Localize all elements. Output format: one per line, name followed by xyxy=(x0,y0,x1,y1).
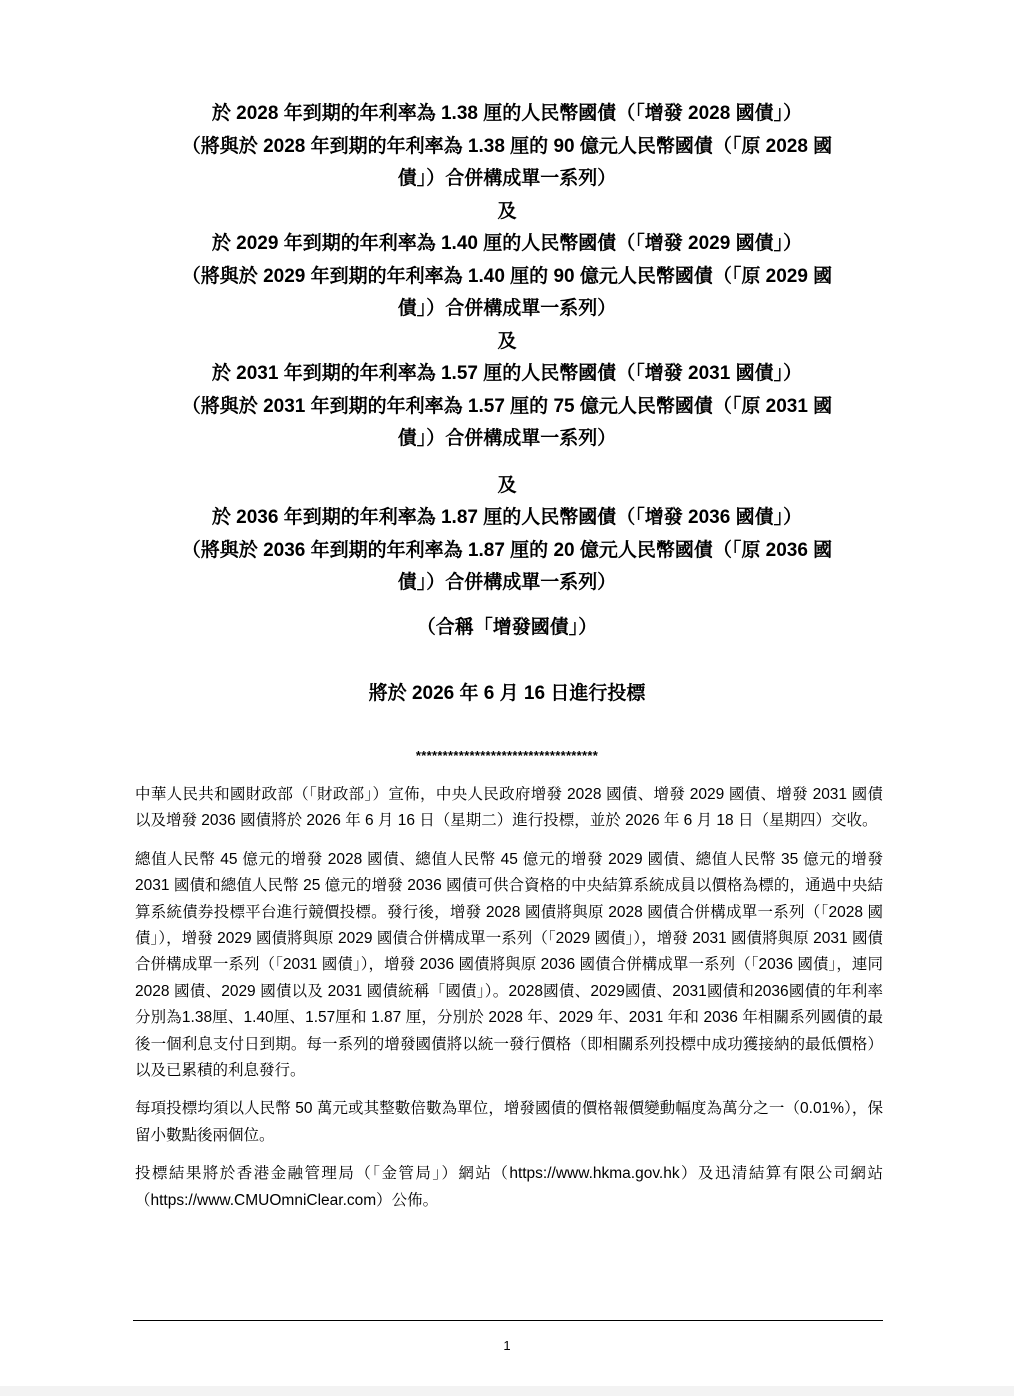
heading-2029 xyxy=(130,228,884,326)
heading-line: 於 2029 年到期的年利率為 1.40 厘的人民幣國債（「增發 2029 國債」） xyxy=(211,233,803,254)
page-bottom-edge xyxy=(0,1386,1014,1396)
footer-divider xyxy=(133,1320,883,1321)
heading-line: （將與於 2029 年到期的年利率為 1.40 厘的 90 億元人民幣國債（「原 2029 國 xyxy=(181,265,833,287)
tender-title: 將於 2026 年 6 月 16 日進行投標 xyxy=(368,683,646,704)
heading-2031 xyxy=(130,358,884,456)
heading-line: （將與於 2028 年到期的年利率為 1.38 厘的 90 億元人民幣國債（「原 2028 國 xyxy=(181,135,833,157)
heading-line: 債」）合併構成單一系列） xyxy=(397,168,617,189)
paragraph: 總值人民幣 45 億元的增發 2028 國債、總值人民幣 45 億元的增發 2029 國債、總值人民幣 35 億元的增發 2031 國債和總值人民幣 25 億元的增發 2036 國債可供合資格的中央結算系統成員以價格為標的，通過中央結算系統債券投標平台進行競價投標。發行後，增發 2028 國債將與原 2028 國債合併構成單一系列（「2028 國債」），增發 2029 國債將與原 2029 國債合併構成單一系列（「2029 國債」），增發 2031 國債將與原 2031 國債合併構成單一系列（「2031 國債」），增發 2036 國債將與原 2036 國債合併構成單一系列（「2036 國債」，連同 2028 國債、2029 國債以及 2031 國債統稱「國債」）。2028國債、2029國債、2031國債和2036國債的年利率分別為1.38厘、1.40厘、1.57厘和 1.87 厘，分別於 2028 年、2029 年、2031 年和 2036 年相關系列國債的最後一個利息支付日到期。每一系列的增發國債將以統一發行價格（即相關系列投標中成功獲接納的最低價格）以及已累積的利息發行。 xyxy=(135,850,883,1080)
combined-title: （合稱「增發國債」） xyxy=(416,616,598,638)
conjunction: 及 xyxy=(497,200,517,222)
heading-2028 xyxy=(130,98,884,196)
heading-line: 債」）合併構成單一系列） xyxy=(397,572,617,593)
heading-line: （將與於 2036 年到期的年利率為 1.87 厘的 20 億元人民幣國債（「原 2036 國 xyxy=(181,539,833,561)
conjunction: 及 xyxy=(497,474,517,496)
separator: ********************************** xyxy=(415,748,599,763)
heading-line: 於 2036 年到期的年利率為 1.87 厘的人民幣國債（「增發 2036 國債」） xyxy=(211,507,803,528)
heading-line: 債」）合併構成單一系列） xyxy=(397,298,617,319)
bond-headings xyxy=(130,98,884,663)
paragraph: 中華人民共和國財政部（「財政部」）宣佈，中央人民政府增發 2028 國債、增發 2029 國債、增發 2031 國債以及增發 2036 國債將於 2026 年 6 月 16 日（星期二）進行投標，並於 2026 年 6 月 18 日（星期四）交收。 xyxy=(135,786,883,830)
heading-line: 於 2028 年到期的年利率為 1.38 厘的人民幣國債（「增發 2028 國債」） xyxy=(211,103,803,124)
paragraph: 每項投標均須以人民幣 50 萬元或其整數倍數為單位，增發國債的價格報價變動幅度為萬分之一（0.01%），保留小數點後兩個位。 xyxy=(135,1100,883,1144)
paragraph: 投標結果將於香港金融管理局（「金管局」）網站（https://www.hkma.gov.hk）及迅清結算有限公司網站（https://www.CMUOmniClear.com）公佈。 xyxy=(135,1165,883,1209)
heading-line: 於 2031 年到期的年利率為 1.57 厘的人民幣國債（「增發 2031 國債」） xyxy=(211,363,803,384)
announcement-body xyxy=(135,782,883,1226)
heading-line: （將與於 2031 年到期的年利率為 1.57 厘的 75 億元人民幣國債（「原 2031 國 xyxy=(181,395,833,417)
heading-2036 xyxy=(130,502,884,600)
page-number: 1 xyxy=(503,1338,511,1353)
heading-line: 債」）合併構成單一系列） xyxy=(397,428,617,449)
conjunction: 及 xyxy=(497,330,517,352)
